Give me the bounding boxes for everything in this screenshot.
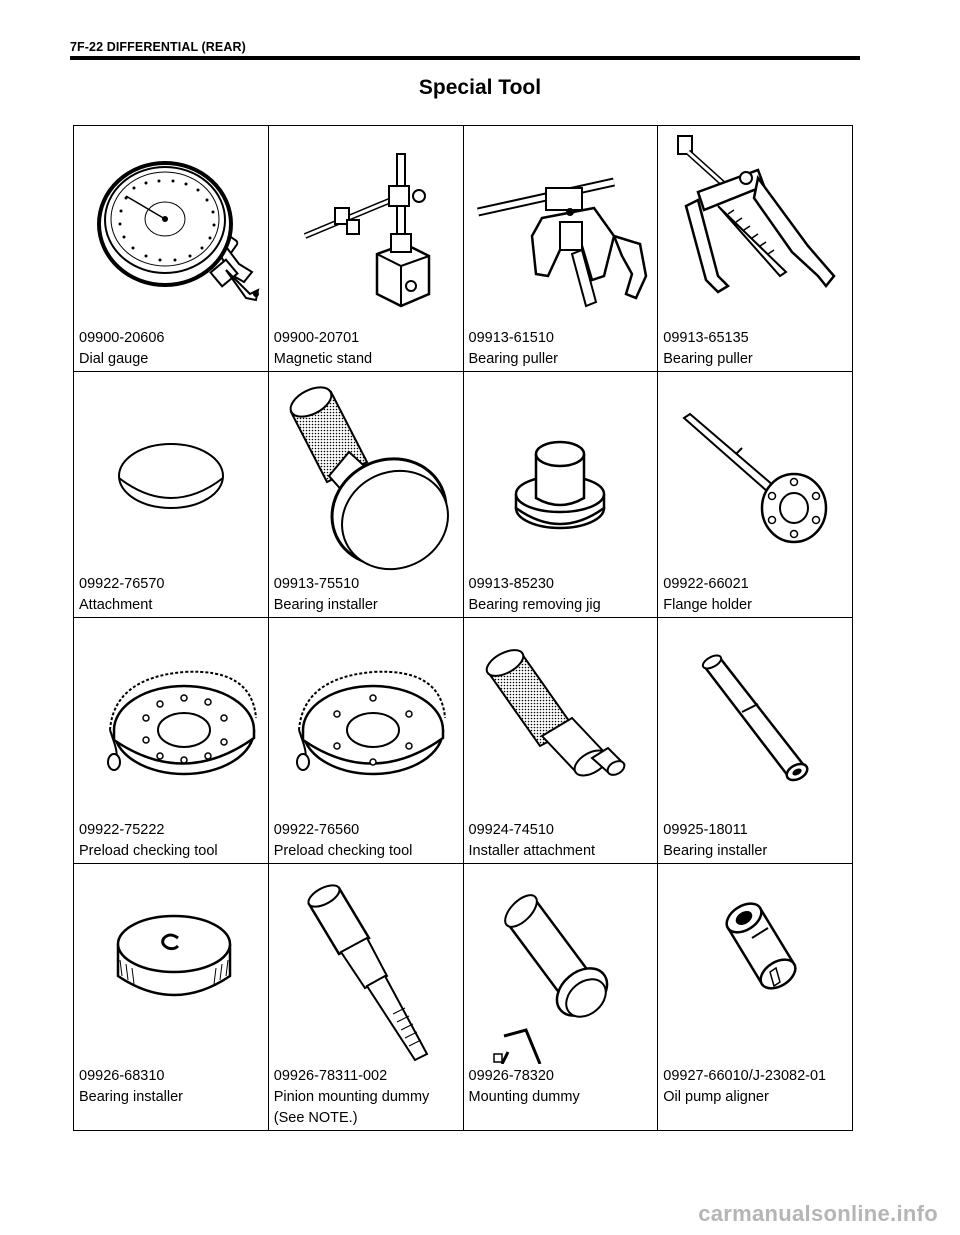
- tool-name: Oil pump aligner: [663, 1089, 769, 1105]
- flange-holder-icon: [658, 372, 853, 572]
- tool-name: Preload checking tool: [79, 843, 218, 859]
- page-title: Special Tool: [418, 76, 542, 99]
- dial-gauge-icon: [74, 126, 269, 326]
- tool-name: Flange holder: [663, 597, 752, 613]
- tool-cell: [268, 126, 463, 372]
- tool-cell: [74, 618, 269, 864]
- tool-number: 09922-75222: [79, 822, 165, 838]
- tool-number: 09913-61510: [468, 330, 554, 346]
- tool-cell: [463, 372, 658, 618]
- special-tool-table: [73, 125, 853, 1131]
- tool-number: 09913-75510: [273, 576, 360, 592]
- tool-number: 09926-68310: [79, 1068, 165, 1084]
- attachment-disc-icon: [74, 372, 269, 572]
- tool-cell: [463, 864, 658, 1131]
- tool-name: Mounting dummy: [468, 1089, 580, 1105]
- section-header: 7F-22 DIFFERENTIAL (REAR): [70, 40, 246, 54]
- table-row: [74, 372, 853, 618]
- pinion-dummy-icon: [269, 864, 464, 1064]
- tool-name: Attachment: [79, 597, 153, 613]
- tool-name: Bearing installer: [79, 1089, 183, 1105]
- tool-cell: [658, 864, 853, 1131]
- tool-name: Bearing installer: [273, 597, 378, 613]
- watermark: carmanualsonline.info: [698, 1201, 938, 1226]
- oil-pump-aligner-icon: [658, 864, 853, 1064]
- tool-number: 09900-20606: [79, 330, 165, 346]
- tool-cell: [74, 372, 269, 618]
- tool-name: Bearing puller: [468, 351, 558, 367]
- table-row: [74, 864, 853, 1131]
- tool-name: Preload checking tool: [273, 843, 413, 859]
- page-header: [70, 30, 860, 60]
- tool-cell: [74, 126, 269, 372]
- tool-cell: [268, 618, 463, 864]
- mounting-dummy-icon: [464, 864, 659, 1064]
- tool-cell: [463, 618, 658, 864]
- tool-name: Pinion mounting dummy: [273, 1089, 430, 1105]
- bearing-removing-jig-icon: [464, 372, 659, 572]
- bearing-installer-rod-icon: [658, 618, 853, 818]
- tool-name: Bearing removing jig: [468, 597, 601, 613]
- tool-note: (See NOTE.): [273, 1110, 358, 1126]
- preload-tool-icon: [269, 618, 464, 818]
- tool-cell: [268, 864, 463, 1131]
- tool-name: Dial gauge: [79, 351, 149, 367]
- bearing-puller-bar-icon: [464, 126, 659, 326]
- bearing-installer-icon: [269, 372, 464, 572]
- tool-name: Magnetic stand: [273, 351, 373, 367]
- tool-number: 09927-66010/J-23082-01: [663, 1068, 827, 1084]
- tool-number: 09926-78320: [468, 1068, 554, 1084]
- tool-number: 09913-65135: [663, 330, 749, 346]
- preload-tool-icon: [74, 618, 269, 818]
- installer-attachment-icon: [464, 618, 659, 818]
- tool-number: 09922-66021: [663, 576, 749, 592]
- tool-name: Bearing installer: [663, 843, 768, 859]
- tool-name: Installer attachment: [468, 843, 596, 859]
- tool-cell: [658, 618, 853, 864]
- tool-number: 09924-74510: [468, 822, 554, 838]
- tool-number: 09922-76560: [273, 822, 360, 838]
- bearing-puller-jaw-icon: [658, 126, 853, 326]
- tool-cell: [74, 864, 269, 1131]
- bearing-installer-ring-icon: [74, 864, 269, 1064]
- table-row: [74, 618, 853, 864]
- tool-number: 09900-20701: [273, 330, 360, 346]
- tool-cell: [658, 372, 853, 618]
- table-row: [74, 126, 853, 372]
- magnetic-stand-icon: [269, 126, 464, 326]
- tool-number: 09926-78311-002: [273, 1068, 388, 1084]
- tool-number: 09922-76570: [79, 576, 165, 592]
- tool-name: Bearing puller: [663, 351, 753, 367]
- tool-number: 09925-18011: [663, 822, 748, 838]
- tool-cell: [268, 372, 463, 618]
- tool-number: 09913-85230: [468, 576, 554, 592]
- tool-cell: [658, 126, 853, 372]
- tool-cell: [463, 126, 658, 372]
